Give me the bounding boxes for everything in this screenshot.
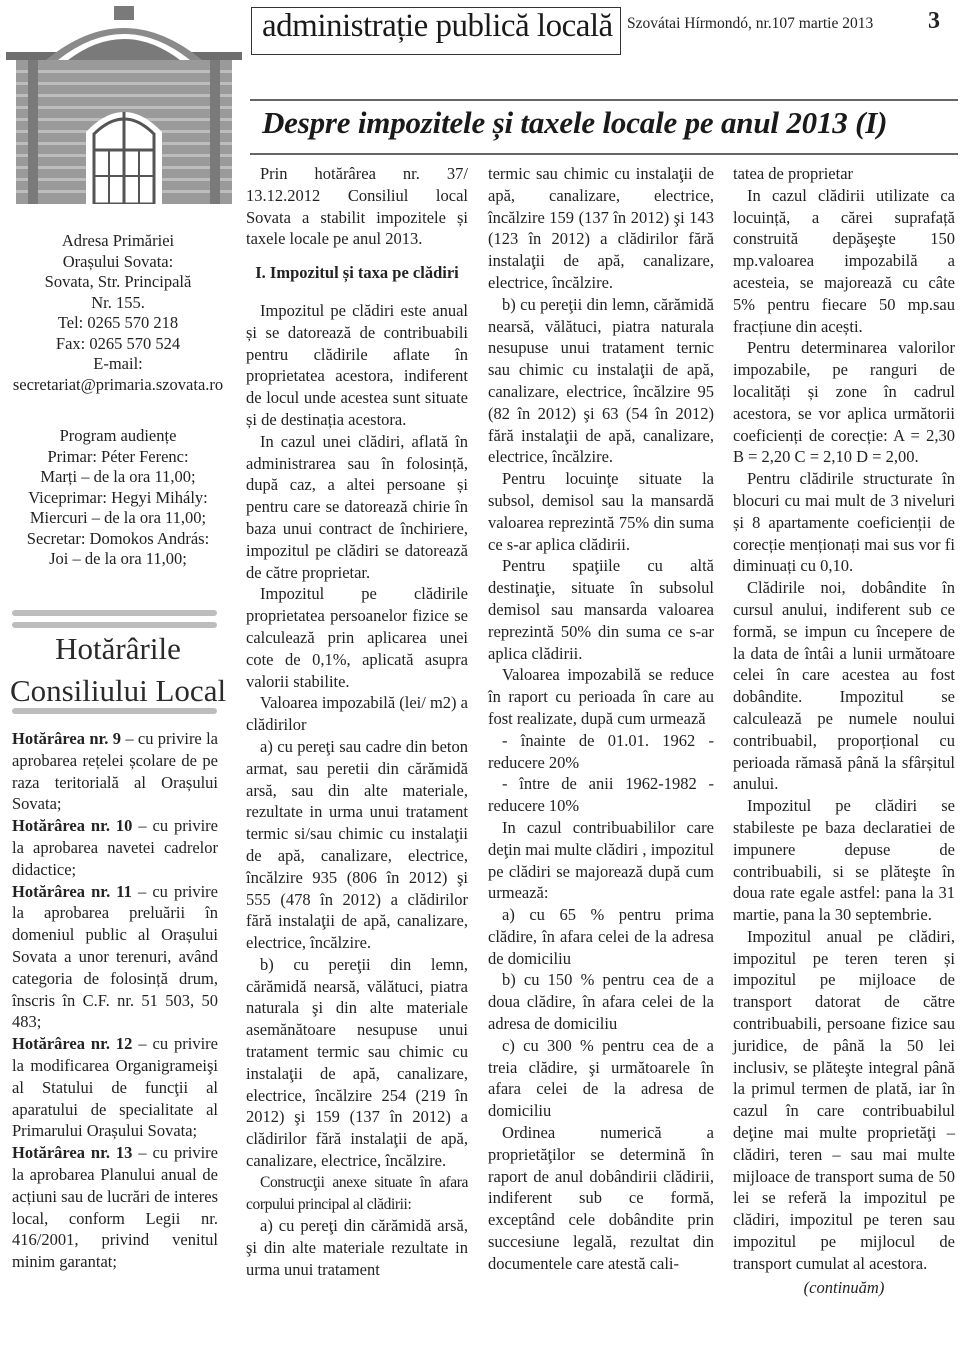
article-paragraph: termic sau chimic cu instalaţii de apă, canalizare, electrice, încălzire 159 (137 în 2012) şi 143 (123 în 2012) a clădirilor fără instalaţii de apă, canalizare, electrice, încălzire.	[488, 164, 714, 292]
article-paragraph: Impozitul pe clădiri este anual și se datorează de contribuabili pentru clădirile aflate în proprietatea acestora, indiferent de locul unde acestea sunt situate și de destinația acestora.	[246, 300, 468, 429]
article-headline: Despre impozitele și taxele locale pe anul 2013 (I)	[262, 105, 888, 140]
article-paragraph: Ordinea numerică a proprietăţilor se determină în raport de anul dobândirii clădirii, indiferent sub ce formă, exceptând cele dobândite prin succesiune legală, rezultat din documentele care atestă cali-	[488, 1123, 714, 1273]
hotarare-text: – cu privire la modificarea Organigrameişi al Statului de funcţii al aparatului de specialitate al Primarului Orașului Sovata;	[12, 1034, 218, 1141]
article-paragraph: Valoarea impozabilă (lei/ m2) a clădirilor	[246, 693, 468, 735]
hotarare-item	[12, 728, 218, 815]
article-paragraph: In cazul contribuabililor care deţin mai multe clădiri , impozitul pe clădiri se majorează după cum urmează:	[488, 817, 714, 903]
schedule-line: Joi – de la ora 11,00;	[49, 549, 187, 568]
schedule-line: Miercuri – de la ora 11,00;	[29, 508, 207, 527]
article-paragraph: b) cu pereţii din lemn, cărămidă nearsă, vălătuci, piatra naturala nesupuse unui tratament ternic sau chimic cu instalaţii de apă, canalizare, electrice, încălzire 95 (82 în 2012) şi 63 (54 în 2012) fără instalaţii de apă, canalizare, electrice, încălzire.	[488, 294, 714, 467]
article-paragraph: Valoarea impozabilă se reduce în raport cu perioada în care au fost realizate, după cum urmează	[488, 665, 714, 728]
address-line: Nr. 155.	[91, 292, 145, 312]
schedule-line: Primar: Péter Ferenc:	[47, 446, 189, 466]
article-paragraph: a) cu pereţi sau cadre din beton armat, sau peretii din cărămidă arsă, sau din alte materiale, rezultate in urma unui tratament termic si/sau chimic cu instalaţii de apă, canalizare, electrice, încălzire 935 (806 în 2012) şi 555 (478 în 2012) a clădirilor fără instalaţii de apă, canalizare, electrice, încălzire.	[246, 736, 468, 953]
hotarare-label: Hotărârea nr. 12	[12, 1034, 133, 1054]
section-heading: I. Impozitul și taxa pe clădiri	[255, 263, 459, 283]
article-paragraph: Pentru spaţiile cu altă destinaţie, situate în subsolul demisol sau mansarda valoarea reprezintă 50% din suma ce s-ar aplica clădirii.	[488, 556, 714, 663]
article-paragraph: b) cu pereţii din lemn, cărămidă nearsă, vălătuci, piatra naturala şi din alte materiale asemănătoare nesupuse unui tratament termic sau chimic cu instalaţii de apă, canalizare, electrice, încălzire 254 (219 în 2012) şi 159 (137 în 2012) a clădirilor fără instalaţii de apă, canalizare, electrice, încălzire.	[246, 954, 468, 1171]
audience-schedule	[6, 426, 230, 570]
hotarare-text: – cu privire la aprobarea navetei cadrelor didactice;	[12, 816, 218, 879]
hotarare-text: – cu privire la aprobarea Planului anual de acțiuni sau de lucrări de interes local, conform Legii nr. 416/2001, privind venitul minim garantat;	[12, 1143, 218, 1272]
town-hall-address	[6, 231, 230, 395]
fax-line: Fax: 0265 570 524	[55, 333, 181, 353]
hotarare-label: Hotărârea nr. 11	[12, 881, 132, 901]
headline-rule-bottom	[250, 153, 958, 155]
address-line: Orașului Sovata:	[62, 251, 174, 271]
article-paragraph: Impozitul anual pe clădiri, impozitul pe teren teren și impozitul pe mijloace de transport datorat de către contribuabili, persoane fizice sau juridice, de până la 50 lei inclusiv, se plăteşte integral până la primul termen de plată, iar în cazul în care contribuabilul deţine mai multe proprietăţi – clădiri, teren – sau mai multe mijloace de transport suma de 50 lei se referă la impozitul pe clădiri, impozitul pe teren sau impozitul pe mijlocul de transport cumulat al acestora.	[733, 926, 955, 1273]
article-paragraph: Clădirile noi, dobândite în cursul anului, indiferent sub ce formă, se impun cu începere de la data de întâi a lunii următoare celei în care acestea au fost dobândite. Impozitul se calculează pe numele noului contribuabil, proporțional cu perioada rămasă până la sfârșitul anului.	[733, 578, 955, 794]
email-label: E-mail:	[93, 354, 143, 373]
hotarare-item	[12, 815, 218, 880]
schedule-line: Secretar: Domokos András:	[26, 528, 210, 548]
page-number: 3	[928, 8, 940, 34]
article-paragraph: Impozitul pe clădiri se stabileste pe baza declaratiei de impunere depuse de contribuabili, si se plăteşte în doua rate egale astfel: pana la 31 martie, pana la 30 septembrie.	[733, 796, 955, 925]
schedule-line: Viceprimar: Hegyi Mihály:	[28, 487, 208, 507]
address-line: Adresa Primăriei	[61, 231, 175, 250]
article-paragraph: Pentru determinarea valorilor impozabile, pe ranguri de localități și zone în cadrul acestora, se vor aplica următorii coeficienți de corecție: A = 2,30 B = 2,20 C = 2,10 D = 2,00.	[733, 338, 955, 467]
publication-info: Szovátai Hírmondó, nr.107 martie 2013	[627, 15, 874, 32]
hotarare-text: – cu privire la aprobarea rețelei școlare de pe raza teritorială al Orașului Sovata;	[12, 729, 218, 814]
hotarare-item	[12, 1033, 218, 1142]
schedule-title: Program audiențe	[59, 426, 177, 445]
article-paragraph: b) cu 150 % pentru cea de a doua clădire, în afara celei de la adresa de domiciliu	[488, 970, 714, 1034]
article-paragraph: c) cu 300 % pentru cea de a treia clădire, şi următoarele în afara celei de la adresa de domiciliu	[488, 1035, 714, 1121]
article-column-3	[733, 163, 955, 1298]
article-paragraph: tatea de proprietar	[733, 164, 854, 183]
hotarare-label: Hotărârea nr. 10	[12, 816, 133, 836]
schedule-line: Marți – de la ora 11,00;	[40, 467, 196, 486]
town-hall-illustration	[6, 0, 242, 204]
hotarari-list	[12, 728, 218, 1273]
article-paragraph: - înainte de 01.01. 1962 - reducere 20%	[488, 730, 714, 772]
email-address: secretariat@primaria.szovata.ro	[12, 374, 224, 394]
article-paragraph: - între de anii 1962-1982 - reducere 10%	[488, 774, 714, 816]
article-paragraph: Prin hotărârea nr. 37/ 13.12.2012 Consiliul local Sovata a stabilit impozitele și taxele locale pe anul 2013.	[246, 164, 468, 249]
address-line: Sovata, Str. Principală	[44, 272, 192, 291]
article-paragraph: Impozitul pe clădirile proprietatea persoanelor fizice se calculează prin aplicarea unei cote de 0,1%, aplicată asupra valorii stabilite.	[246, 584, 468, 691]
subsection-title: Construcţii anexe situate în afara corpului principal al clădirii:	[246, 1173, 468, 1213]
article-paragraph: Pentru locuinţe situate la subsol, demisol sau la mansardă valoarea reprezintă 75% din suma ce s-ar aplica clădirii.	[488, 469, 714, 554]
article-paragraph: Pentru clădirile structurate în blocuri cu mai mult de 3 niveluri și 8 apartamente coeficienții de corecție menționați mai sus vor fi diminuați cu 0,10.	[733, 469, 955, 576]
hotarare-item	[12, 1142, 218, 1273]
hotarari-title-line: Consiliului Local	[9, 673, 227, 708]
decor-bar	[12, 708, 217, 714]
headline-rule-top	[250, 99, 958, 101]
continued-note: (continuăm)	[803, 1277, 885, 1297]
decor-bars-bottom	[12, 708, 217, 720]
phone-line: Tel: 0265 570 218	[57, 313, 179, 332]
hotarare-label: Hotărârea nr. 9	[12, 729, 121, 748]
article-paragraph: In cazul unei clădiri, aflată în administrarea sau în folosință, după caz, a altei persoane și pentru care se datorează chirie în baza unui contract de închiriere, impozitul pe clădiri se datorează de către proprietar.	[246, 431, 468, 582]
hotarare-label: Hotărârea nr. 13	[12, 1143, 133, 1163]
hotarari-section-title	[8, 628, 228, 712]
decor-bar	[12, 610, 217, 616]
article-column-1	[246, 163, 468, 1281]
article-paragraph: In cazul clădirii utilizate ca locuință, a cărei suprafață construită depăşeşte 150 mp.valoarea impozabilă a acesteia, se majorează cu câte 5% pentru fiecare 50 mp.sau fracțiune din acești.	[733, 185, 955, 336]
article-paragraph: a) cu pereţi din cărămidă arsă, şi din alte materiale rezultate in urma unui tratament	[246, 1216, 468, 1280]
article-paragraph: a) cu 65 % pentru prima clădire, în afara celei de la adresa de domiciliu	[488, 905, 714, 968]
hotarare-text: – cu privire la aprobarea preluării în domeniul public al Orașului Sovata a unor terenuri, având categoria de folosință drum, înscris în C.F. nr. 51 503, 50 483;	[12, 881, 219, 1032]
section-title: administrație publică locală	[262, 8, 613, 44]
article-column-2	[488, 163, 714, 1275]
hotarari-title-line: Hotărârile	[55, 631, 181, 666]
hotarare-item	[12, 881, 218, 1034]
